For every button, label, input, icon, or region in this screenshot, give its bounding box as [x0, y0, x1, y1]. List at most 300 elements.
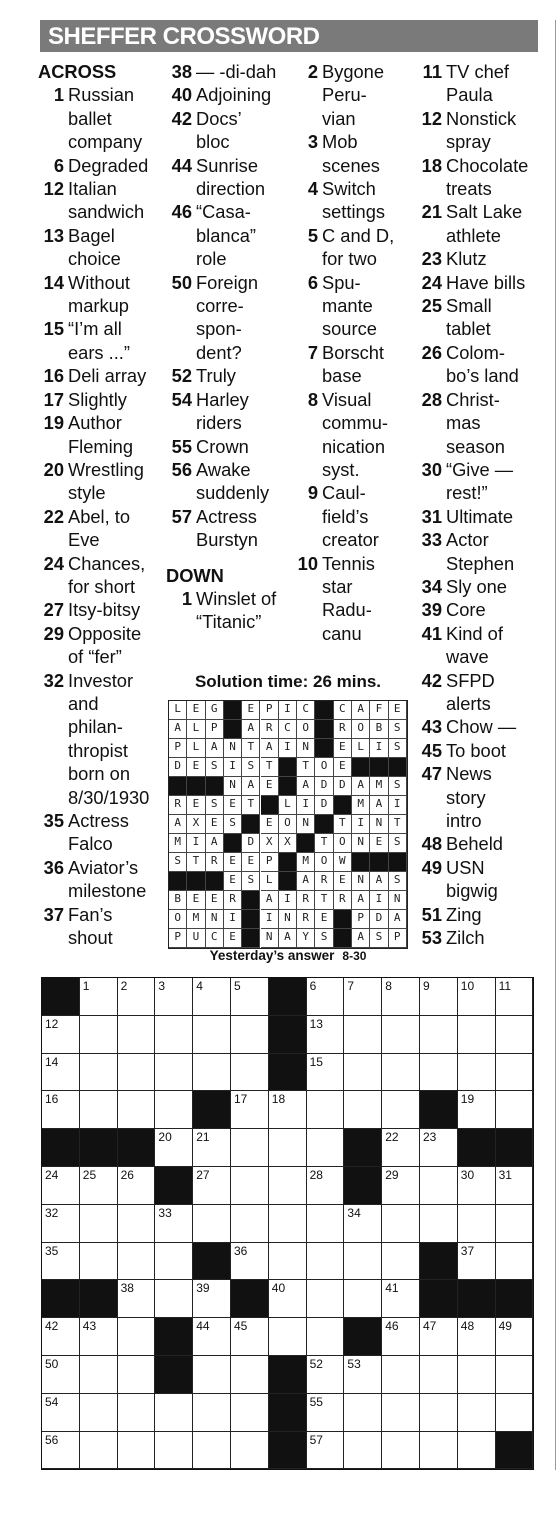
- grid-cell[interactable]: [307, 1016, 345, 1054]
- cell-number: 18: [271, 1092, 286, 1107]
- grid-cell[interactable]: [155, 978, 193, 1016]
- solution-letter: E: [242, 853, 260, 872]
- solution-letter: I: [261, 910, 279, 929]
- clue-number: 51: [421, 903, 442, 925]
- grid-cell[interactable]: [269, 1205, 307, 1243]
- grid-cell[interactable]: [382, 1394, 420, 1432]
- grid-cell[interactable]: [80, 978, 118, 1016]
- grid-cell[interactable]: [118, 1318, 156, 1356]
- grid-cell[interactable]: [382, 1129, 420, 1167]
- clue-number: 47: [421, 763, 442, 785]
- solution-letter: S: [389, 777, 407, 796]
- grid-cell[interactable]: [231, 1356, 269, 1394]
- grid-cell[interactable]: [80, 1243, 118, 1281]
- clue-text: canu: [322, 622, 362, 644]
- solution-letter: E: [315, 910, 333, 929]
- solution-block: [242, 815, 260, 834]
- grid-cell[interactable]: [118, 978, 156, 1016]
- clue-number: 7: [307, 341, 318, 363]
- grid-cell[interactable]: [496, 1356, 534, 1394]
- grid-cell[interactable]: [458, 1243, 496, 1281]
- grid-cell[interactable]: [193, 1205, 231, 1243]
- solution-letter: E: [206, 891, 224, 910]
- grid-cell[interactable]: [155, 1054, 193, 1092]
- grid-cell[interactable]: [307, 1129, 345, 1167]
- solution-letter: T: [187, 853, 205, 872]
- clue-number: 6: [307, 271, 318, 293]
- cell-number: 13: [309, 1016, 323, 1031]
- clue: [416, 505, 550, 528]
- grid-cell[interactable]: [458, 1356, 496, 1394]
- clue-text: Awake: [196, 458, 251, 480]
- black-square: [231, 1280, 269, 1318]
- grid-cell[interactable]: [193, 1054, 231, 1092]
- solution-letter: N: [352, 834, 370, 853]
- clue: [38, 903, 166, 950]
- clue: [38, 83, 166, 153]
- solution-block: [334, 910, 352, 929]
- solution-block: [315, 815, 333, 834]
- solution-block: [334, 796, 352, 815]
- grid-cell[interactable]: [307, 1205, 345, 1243]
- solution-letter: E: [187, 891, 205, 910]
- solution-letter: E: [224, 929, 242, 948]
- grid-cell[interactable]: [496, 1054, 534, 1092]
- grid-cell[interactable]: [269, 1280, 307, 1318]
- clue-number: 36: [43, 856, 64, 878]
- grid-cell[interactable]: [344, 978, 382, 1016]
- solution-letter: P: [206, 720, 224, 739]
- solution-letter: R: [261, 720, 279, 739]
- grid-cell[interactable]: [496, 978, 534, 1016]
- grid-cell[interactable]: [155, 1432, 193, 1470]
- grid-cell[interactable]: [231, 978, 269, 1016]
- grid-cell[interactable]: [42, 1432, 80, 1470]
- grid-cell[interactable]: [344, 1394, 382, 1432]
- clue-text: spon-: [196, 318, 242, 340]
- grid-cell[interactable]: [231, 1243, 269, 1281]
- grid-cell[interactable]: [155, 1280, 193, 1318]
- clue-text: Wrestling: [68, 458, 144, 480]
- solution-letter: T: [242, 796, 260, 815]
- solution-letter: G: [206, 701, 224, 720]
- black-square: [269, 1356, 307, 1394]
- solution-letter: I: [389, 796, 407, 815]
- grid-cell[interactable]: [193, 1394, 231, 1432]
- black-square: [155, 1318, 193, 1356]
- clue-text: Crown: [196, 435, 249, 457]
- grid-cell[interactable]: [269, 1091, 307, 1129]
- clue-text: and: [68, 692, 99, 714]
- clue-column-4: [416, 60, 550, 949]
- grid-cell[interactable]: [344, 1280, 382, 1318]
- grid-cell[interactable]: [42, 1054, 80, 1092]
- clue-number: 1: [53, 84, 64, 106]
- grid-cell[interactable]: [155, 1394, 193, 1432]
- solution-block: [370, 853, 388, 872]
- grid-cell[interactable]: [307, 1091, 345, 1129]
- grid-cell[interactable]: [231, 1432, 269, 1470]
- clue-text: To boot: [446, 739, 506, 761]
- grid-cell[interactable]: [496, 1394, 534, 1432]
- grid-cell[interactable]: [42, 1356, 80, 1394]
- clue-text: intro: [446, 810, 482, 831]
- grid-cell[interactable]: [42, 1091, 80, 1129]
- solution-letter: E: [224, 872, 242, 891]
- clue: [416, 247, 550, 270]
- black-square: [344, 1318, 382, 1356]
- clue-number: 31: [421, 505, 442, 527]
- cell-number: 28: [309, 1168, 323, 1182]
- spacer: [166, 552, 296, 564]
- grid-cell[interactable]: [80, 1205, 118, 1243]
- clue-text: Investor: [68, 669, 134, 691]
- black-square: [496, 1129, 534, 1167]
- grid-cell[interactable]: [118, 1394, 156, 1432]
- grid-cell[interactable]: [118, 1280, 156, 1318]
- grid-cell[interactable]: [382, 1318, 420, 1356]
- yesterday-caption: [168, 948, 408, 963]
- yesterday-date: 8-30: [342, 949, 367, 963]
- grid-cell[interactable]: [193, 1432, 231, 1470]
- clue-text: settings: [322, 201, 386, 223]
- grid-cell[interactable]: [231, 1091, 269, 1129]
- grid-cell[interactable]: [155, 1129, 193, 1167]
- clue: [416, 739, 550, 762]
- grid-cell[interactable]: [458, 1205, 496, 1243]
- grid-cell[interactable]: [458, 1054, 496, 1092]
- cell-number: 33: [158, 1205, 172, 1220]
- clue-number: 22: [43, 505, 64, 527]
- clue-column-2: [166, 60, 296, 634]
- solution-letter: S: [370, 929, 388, 948]
- grid-cell[interactable]: [382, 1356, 420, 1394]
- cell-number: 3: [158, 979, 166, 993]
- grid-cell[interactable]: [344, 1243, 382, 1281]
- grid-cell[interactable]: [231, 1205, 269, 1243]
- grid-cell[interactable]: [269, 1243, 307, 1281]
- grid-cell[interactable]: [193, 1167, 231, 1205]
- grid-cell[interactable]: [420, 1318, 458, 1356]
- grid-cell[interactable]: [382, 1243, 420, 1281]
- grid-cell[interactable]: [496, 1318, 534, 1356]
- clue-number: 5: [307, 224, 318, 246]
- solution-letter: O: [169, 910, 187, 929]
- grid-cell[interactable]: [382, 1016, 420, 1054]
- clue-text: bo’s land: [446, 365, 519, 387]
- grid-cell[interactable]: [496, 1243, 534, 1281]
- grid-cell[interactable]: [420, 1054, 458, 1092]
- clue-text: 8/30/1930: [68, 786, 150, 808]
- clue-text: Switch: [322, 178, 376, 200]
- solution-block: [370, 758, 388, 777]
- grid-cell[interactable]: [118, 1167, 156, 1205]
- clue: [416, 294, 550, 341]
- clue-number: 6: [53, 154, 64, 176]
- clue-text: Small: [446, 295, 492, 317]
- clue-number: 34: [421, 575, 442, 597]
- grid-cell[interactable]: [307, 978, 345, 1016]
- grid-cell[interactable]: [231, 1318, 269, 1356]
- cell-number: 37: [460, 1243, 475, 1258]
- black-square: [193, 1091, 231, 1129]
- grid-cell[interactable]: [80, 1016, 118, 1054]
- grid-cell[interactable]: [420, 1167, 458, 1205]
- clue: [292, 130, 410, 177]
- grid-cell[interactable]: [118, 1091, 156, 1129]
- solution-letter: A: [352, 891, 370, 910]
- clue-number: 23: [421, 248, 442, 270]
- grid-cell[interactable]: [42, 1394, 80, 1432]
- black-square: [42, 1280, 80, 1318]
- clue-text: USN: [446, 856, 485, 878]
- solution-letter: T: [242, 739, 260, 758]
- black-square: [80, 1129, 118, 1167]
- cell-number: 43: [82, 1319, 97, 1334]
- grid-cell[interactable]: [155, 1243, 193, 1281]
- grid-cell[interactable]: [382, 1091, 420, 1129]
- grid-cell[interactable]: [420, 978, 458, 1016]
- grid-cell[interactable]: [80, 1091, 118, 1129]
- grid-cell[interactable]: [193, 978, 231, 1016]
- cell-number: 49: [498, 1319, 512, 1334]
- clue-number: 3: [307, 131, 318, 153]
- grid-cell[interactable]: [458, 978, 496, 1016]
- clue: [38, 669, 166, 809]
- solution-letter: A: [352, 701, 370, 720]
- grid-cell[interactable]: [193, 1356, 231, 1394]
- solution-letter: P: [389, 929, 407, 948]
- clue-number: 42: [421, 669, 442, 691]
- clue-text: alerts: [446, 692, 491, 714]
- grid-cell[interactable]: [344, 1016, 382, 1054]
- cell-number: 34: [347, 1205, 361, 1220]
- solution-letter: O: [334, 834, 352, 853]
- solution-letter: L: [187, 720, 205, 739]
- solution-letter: P: [169, 929, 187, 948]
- clue-text: “Give —: [446, 458, 514, 480]
- clue-text: Colom-: [446, 341, 505, 363]
- grid-cell[interactable]: [269, 1318, 307, 1356]
- clue-text: Eve: [68, 529, 100, 551]
- grid-cell[interactable]: [382, 1432, 420, 1470]
- grid-cell[interactable]: [307, 1167, 345, 1205]
- solution-letter: I: [279, 701, 297, 720]
- grid-cell[interactable]: [496, 1205, 534, 1243]
- clue-text: Stephen: [446, 552, 515, 574]
- cell-number: 48: [460, 1319, 475, 1334]
- grid-cell[interactable]: [344, 1356, 382, 1394]
- grid-cell[interactable]: [193, 1318, 231, 1356]
- grid-cell[interactable]: [269, 1167, 307, 1205]
- grid-cell[interactable]: [458, 1016, 496, 1054]
- clue-text: syst.: [322, 458, 360, 480]
- clue: [292, 224, 410, 271]
- grid-cell[interactable]: [458, 1091, 496, 1129]
- grid-cell[interactable]: [307, 1394, 345, 1432]
- grid-cell[interactable]: [496, 1167, 534, 1205]
- clue-text: story: [446, 786, 486, 808]
- grid-cell[interactable]: [118, 1205, 156, 1243]
- clue-number: 56: [171, 458, 192, 480]
- clue-number: 38: [171, 61, 192, 82]
- black-square: [420, 1243, 458, 1281]
- black-square: [155, 1356, 193, 1394]
- grid-cell[interactable]: [382, 1280, 420, 1318]
- solution-letter: E: [261, 815, 279, 834]
- solution-block: [279, 872, 297, 891]
- clue: [416, 458, 550, 505]
- solution-letter: S: [206, 796, 224, 815]
- grid-cell[interactable]: [382, 978, 420, 1016]
- grid-cell[interactable]: [80, 1318, 118, 1356]
- clue-text: direction: [196, 178, 266, 200]
- grid-cell[interactable]: [420, 1205, 458, 1243]
- grid-cell[interactable]: [458, 1432, 496, 1470]
- solution-letter: N: [279, 910, 297, 929]
- clue-column-1: [38, 60, 166, 949]
- grid-cell[interactable]: [269, 1129, 307, 1167]
- solution-letter: M: [370, 777, 388, 796]
- grid-cell[interactable]: [42, 1016, 80, 1054]
- grid-cell[interactable]: [382, 1054, 420, 1092]
- clue-number: 40: [171, 84, 192, 106]
- clue-text: “Casa-: [196, 201, 251, 223]
- clue-text: Christ-: [446, 388, 500, 410]
- solution-letter: O: [297, 720, 315, 739]
- grid-cell[interactable]: [118, 1356, 156, 1394]
- grid-cell[interactable]: [382, 1205, 420, 1243]
- solution-letter: N: [370, 815, 388, 834]
- solution-block: [242, 891, 260, 910]
- grid-cell[interactable]: [420, 1129, 458, 1167]
- cell-number: 8: [385, 979, 392, 993]
- grid-cell[interactable]: [231, 1394, 269, 1432]
- yesterday-solution-grid: [168, 700, 408, 949]
- grid-cell[interactable]: [420, 1394, 458, 1432]
- clue-text: sandwich: [68, 201, 145, 223]
- clue: [38, 552, 166, 599]
- solution-letter: E: [334, 758, 352, 777]
- clue: [38, 622, 166, 669]
- clue-text: Truly: [196, 365, 236, 387]
- solution-letter: S: [389, 872, 407, 891]
- clue-number: 50: [171, 271, 192, 293]
- clue: [416, 598, 550, 621]
- grid-cell[interactable]: [344, 1054, 382, 1092]
- black-square: [118, 1129, 156, 1167]
- grid-cell[interactable]: [155, 1205, 193, 1243]
- grid-cell[interactable]: [80, 1167, 118, 1205]
- clue-text: star: [322, 575, 353, 597]
- grid-cell[interactable]: [118, 1432, 156, 1470]
- black-square: [269, 1432, 307, 1470]
- black-square: [496, 1432, 534, 1470]
- clue: [166, 200, 296, 270]
- grid-cell[interactable]: [344, 1205, 382, 1243]
- grid-cell[interactable]: [118, 1054, 156, 1092]
- grid-cell[interactable]: [382, 1167, 420, 1205]
- clue-text: Slightly: [68, 388, 127, 410]
- grid-cell[interactable]: [420, 1432, 458, 1470]
- grid-cell[interactable]: [155, 1091, 193, 1129]
- clue-text: Fleming: [68, 435, 134, 457]
- solution-letter: F: [370, 701, 388, 720]
- clue-text: athlete: [446, 224, 501, 246]
- grid-cell[interactable]: [458, 1394, 496, 1432]
- grid-cell[interactable]: [155, 1016, 193, 1054]
- grid-cell[interactable]: [344, 1091, 382, 1129]
- solution-block: [169, 777, 187, 796]
- grid-cell[interactable]: [193, 1016, 231, 1054]
- solution-block: [315, 701, 333, 720]
- grid-cell[interactable]: [231, 1129, 269, 1167]
- clue-text: role: [196, 248, 227, 270]
- clue-text: bloc: [196, 131, 230, 153]
- clue-column-3: [292, 60, 410, 645]
- grid-cell[interactable]: [496, 1016, 534, 1054]
- grid-cell[interactable]: [420, 1016, 458, 1054]
- grid-cell[interactable]: [458, 1167, 496, 1205]
- clue-text: Ultimate: [446, 505, 514, 527]
- solution-letter: D: [370, 910, 388, 929]
- grid-cell[interactable]: [344, 1432, 382, 1470]
- grid-cell[interactable]: [307, 1054, 345, 1092]
- clue-text: blanca”: [196, 224, 256, 246]
- solution-letter: S: [242, 758, 260, 777]
- grid-cell[interactable]: [42, 1318, 80, 1356]
- grid-cell[interactable]: [80, 1432, 118, 1470]
- clue-number: 53: [421, 927, 442, 949]
- grid-cell[interactable]: [231, 1016, 269, 1054]
- solution-letter: D: [315, 796, 333, 815]
- cell-number: 52: [309, 1357, 323, 1371]
- grid-cell[interactable]: [496, 1091, 534, 1129]
- cell-number: 54: [45, 1394, 59, 1409]
- grid-cell[interactable]: [458, 1318, 496, 1356]
- grid-cell[interactable]: [307, 1356, 345, 1394]
- grid-cell[interactable]: [307, 1432, 345, 1470]
- grid-cell[interactable]: [193, 1280, 231, 1318]
- grid-cell[interactable]: [80, 1394, 118, 1432]
- clue-text: Borscht: [322, 341, 384, 363]
- grid-cell[interactable]: [42, 1167, 80, 1205]
- solution-letter: A: [370, 796, 388, 815]
- grid-cell[interactable]: [80, 1356, 118, 1394]
- cell-number: 56: [45, 1432, 59, 1447]
- cell-number: 44: [196, 1319, 210, 1334]
- cell-number: 42: [45, 1319, 59, 1334]
- grid-cell[interactable]: [42, 1205, 80, 1243]
- black-square: [458, 1280, 496, 1318]
- clue-text: vian: [322, 107, 356, 129]
- cell-number: 47: [423, 1319, 437, 1334]
- crossword-grid[interactable]: [41, 977, 534, 1470]
- grid-cell[interactable]: [420, 1356, 458, 1394]
- grid-cell[interactable]: [193, 1129, 231, 1167]
- grid-cell[interactable]: [118, 1243, 156, 1281]
- grid-cell[interactable]: [307, 1243, 345, 1281]
- grid-cell[interactable]: [118, 1016, 156, 1054]
- grid-cell[interactable]: [307, 1280, 345, 1318]
- grid-cell[interactable]: [307, 1318, 345, 1356]
- grid-cell[interactable]: [231, 1054, 269, 1092]
- clue-number: 42: [171, 107, 192, 129]
- grid-cell[interactable]: [231, 1167, 269, 1205]
- grid-cell[interactable]: [80, 1054, 118, 1092]
- grid-cell[interactable]: [42, 1243, 80, 1281]
- cell-number: 53: [347, 1357, 361, 1371]
